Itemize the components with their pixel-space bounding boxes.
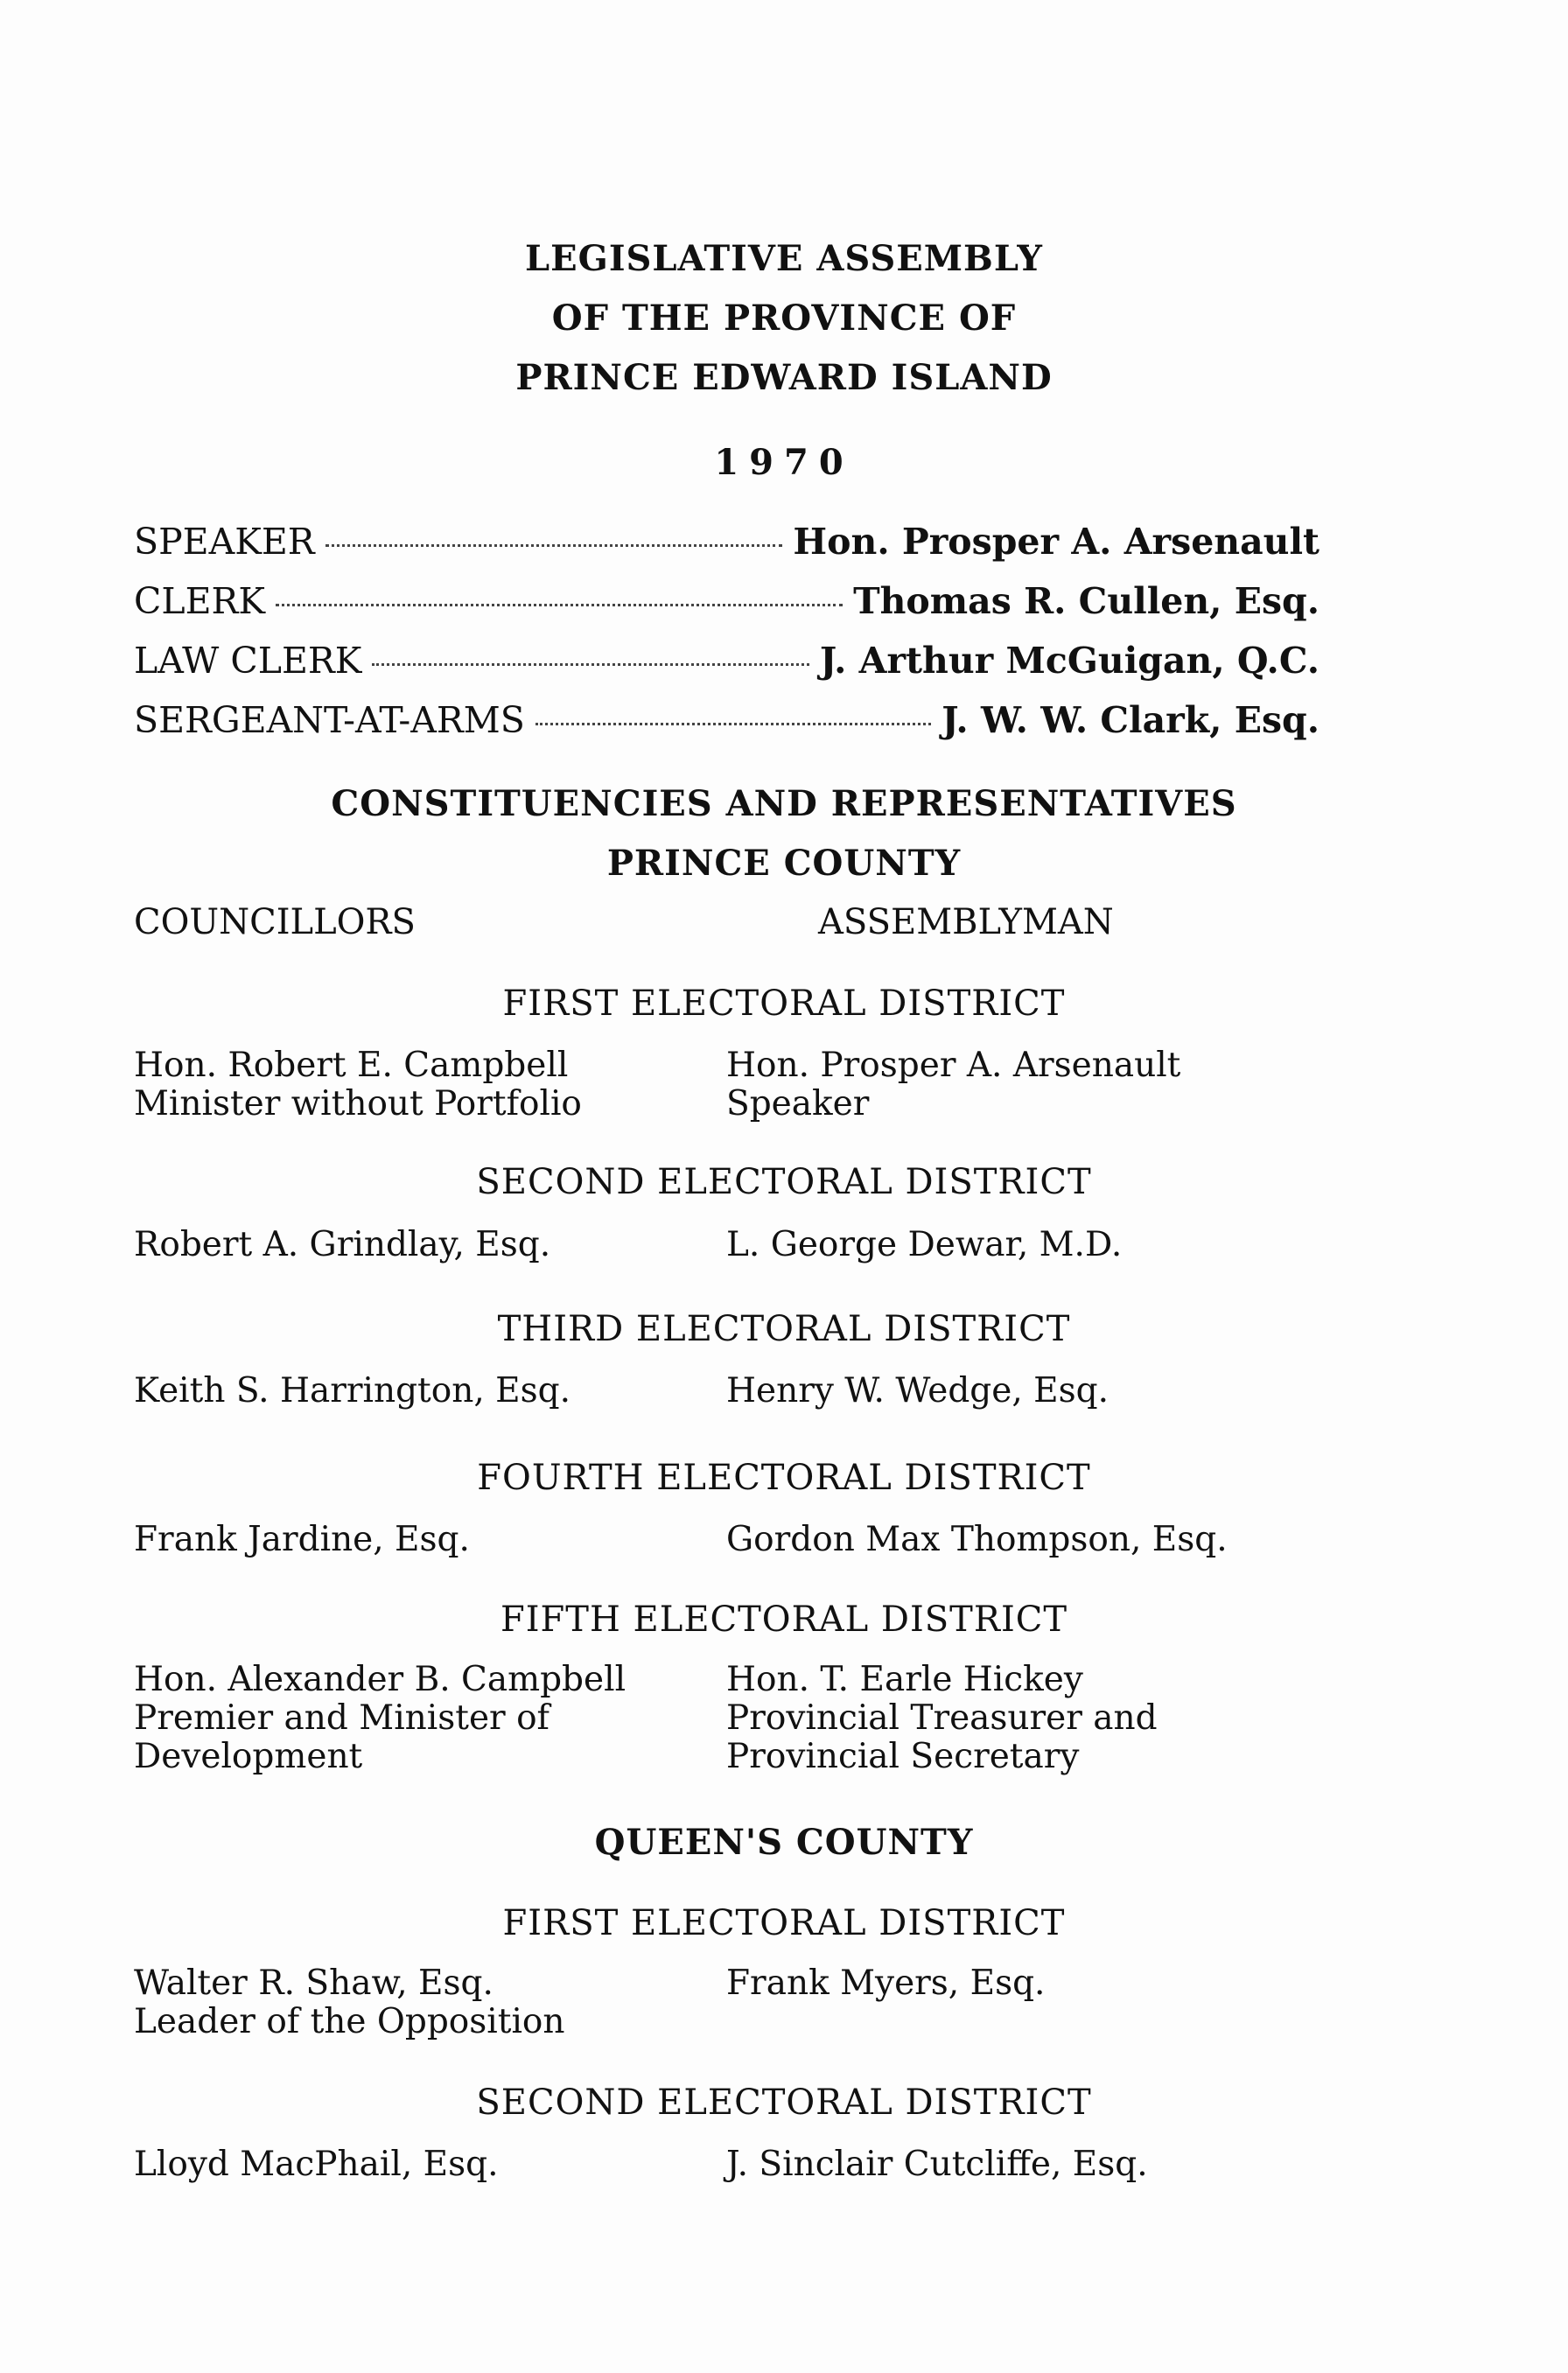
county-title-prince: PRINCE COUNTY (606, 843, 962, 884)
member-name: Gordon Max Thompson, Esq. (726, 1520, 1228, 1559)
assemblyman (726, 1046, 1180, 1124)
officer-row-speaker (134, 521, 1320, 563)
member-role: Speaker (726, 1084, 870, 1124)
member-name: Walter R. Shaw, Esq. (134, 1964, 494, 2003)
member-name: Lloyd MacPhail, Esq. (134, 2145, 499, 2184)
member-name: Hon. Alexander B. Campbell (134, 1660, 626, 1699)
officer-row-law-clerk (134, 640, 1320, 682)
member-role: Leader of the Opposition (134, 2002, 565, 2041)
member-name: Robert A. Grindlay, Esq. (134, 1225, 551, 1264)
officer-row-clerk (134, 580, 1320, 622)
member-role: Minister without Portfolio (134, 1084, 582, 1124)
assembly-title-line1: LEGISLATIVE ASSEMBLY (525, 238, 1043, 279)
assemblyman (726, 1226, 1122, 1264)
district-title: SECOND ELECTORAL DISTRICT (476, 2082, 1092, 2123)
assembly-title-line3: PRINCE EDWARD ISLAND (515, 357, 1053, 398)
column-heading-assemblyman: ASSEMBLYMAN (818, 902, 1114, 942)
column-heading-councillors: COUNCILLORS (134, 902, 416, 942)
dot-leader (536, 723, 931, 725)
district-title: FIFTH ELECTORAL DISTRICT (500, 1600, 1068, 1640)
county-title-queens: QUEEN'S COUNTY (594, 1822, 974, 1863)
district-title: FOURTH ELECTORAL DISTRICT (477, 1458, 1091, 1498)
member-name: Hon. T. Earle Hickey (726, 1660, 1083, 1699)
officer-name: Thomas R. Cullen, Esq. (853, 580, 1320, 622)
assemblyman (726, 2146, 1148, 2184)
councillor (134, 1964, 565, 2041)
officer-name: J. W. W. Clark, Esq. (942, 699, 1320, 741)
officer-title: LAW CLERK (134, 640, 362, 682)
assembly-title-line2: OF THE PROVINCE OF (551, 298, 1017, 339)
assemblyman (726, 1661, 1158, 1776)
officer-name: Hon. Prosper A. Arsenault (793, 521, 1320, 563)
member-name: Hon. Prosper A. Arsenault (726, 1046, 1181, 1085)
member-name: Henry W. Wedge, Esq. (726, 1371, 1109, 1410)
member-role: Provincial Secretary (726, 1737, 1080, 1776)
member-name: Hon. Robert E. Campbell (134, 1046, 569, 1085)
councillor (134, 1661, 626, 1776)
member-role: Provincial Treasurer and (726, 1698, 1158, 1738)
officer-row-sergeant-at-arms (134, 699, 1320, 741)
councillor (134, 1372, 570, 1410)
dot-leader (372, 663, 809, 666)
councillor (134, 1226, 550, 1264)
district-title: FIRST ELECTORAL DISTRICT (502, 984, 1066, 1024)
member-role: Premier and Minister of (134, 1698, 550, 1738)
district-title: FIRST ELECTORAL DISTRICT (502, 1903, 1066, 1943)
assemblyman (726, 1521, 1228, 1559)
officer-title: CLERK (134, 580, 266, 622)
officer-title: SPEAKER (134, 521, 315, 563)
district-title: SECOND ELECTORAL DISTRICT (476, 1162, 1092, 1202)
councillor (134, 2146, 498, 2184)
councillor (134, 1521, 470, 1559)
assemblyman (726, 1372, 1109, 1410)
dot-leader (326, 544, 783, 547)
member-name: J. Sinclair Cutcliffe, Esq. (726, 2145, 1148, 2184)
year: 1970 (714, 442, 854, 483)
member-role: Development (134, 1737, 363, 1776)
councillor (134, 1046, 582, 1124)
member-name: Keith S. Harrington, Esq. (134, 1371, 570, 1410)
section-title: CONSTITUENCIES AND REPRESENTATIVES (331, 783, 1237, 824)
assemblyman (726, 1964, 1045, 2003)
member-name: Frank Myers, Esq. (726, 1964, 1046, 2003)
member-name: L. George Dewar, M.D. (726, 1225, 1123, 1264)
district-title: THIRD ELECTORAL DISTRICT (497, 1309, 1071, 1349)
dot-leader (276, 604, 843, 606)
member-name: Frank Jardine, Esq. (134, 1520, 470, 1559)
officer-name: J. Arthur McGuigan, Q.C. (819, 640, 1320, 682)
officer-title: SERGEANT-AT-ARMS (134, 699, 525, 741)
